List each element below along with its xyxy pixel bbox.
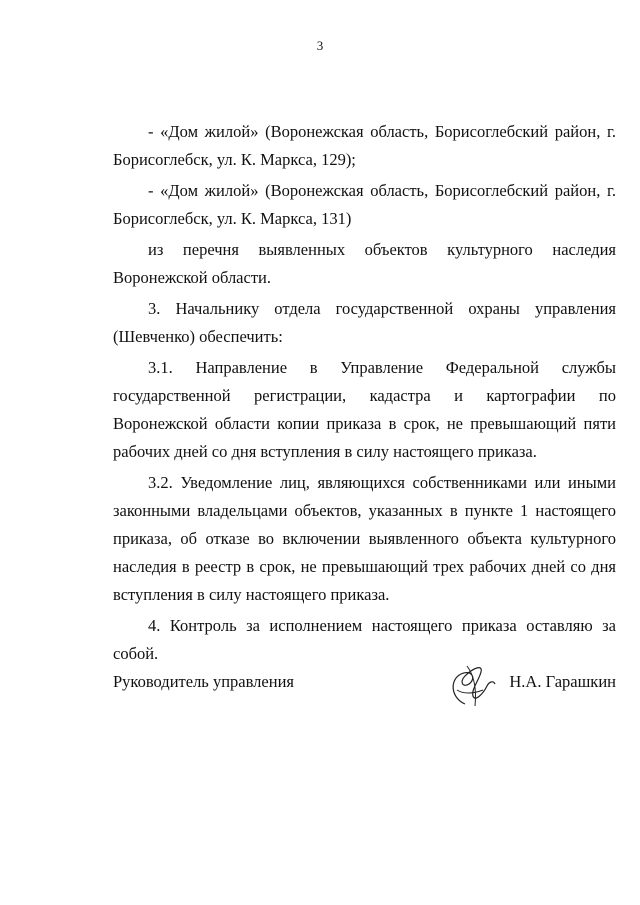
signatory-name: Н.А. Гарашкин xyxy=(509,672,616,691)
paragraph-list-source: из перечня выявленных объектов культурного наследия Воронежской области. xyxy=(113,240,616,287)
paragraph-item-131: - «Дом жилой» (Воронежская область, Борисоглебский район, г. Борисоглебск, ул. К. Маркса, 131) xyxy=(113,181,616,228)
paragraph-clause-3-1: 3.1. Направление в Управление Федеральной службы государственной регистрации, кадастра и картографии по Воронежской области копии приказа в срок, не превышающий пяти рабочих дней со дня вступления в силу настоящего приказа. xyxy=(113,358,616,461)
document-body xyxy=(113,118,616,668)
handwritten-signature-icon xyxy=(443,660,503,712)
paragraph-clause-3: 3. Начальнику отдела государственной охраны управления (Шевченко) обеспечить: xyxy=(113,299,616,346)
paragraph-clause-3-2: 3.2. Уведомление лиц, являющихся собственниками или иными законными владельцами объектов, указанных в пункте 1 настоящего приказа, об отказе во включении выявленного объекта культурного наследия в реестр в срок, не превышающий трех рабочих дней со дня вступления в силу настоящего приказа. xyxy=(113,473,616,604)
paragraph-clause-4: 4. Контроль за исполнением настоящего приказа оставляю за собой. xyxy=(113,616,616,663)
page-number: 3 xyxy=(316,38,324,53)
paragraph-item-129: - «Дом жилой» (Воронежская область, Борисоглебский район, г. Борисоглебск, ул. К. Маркса, 129); xyxy=(113,122,616,169)
signature-block xyxy=(113,660,616,710)
signatory-title: Руководитель управления xyxy=(113,672,294,691)
